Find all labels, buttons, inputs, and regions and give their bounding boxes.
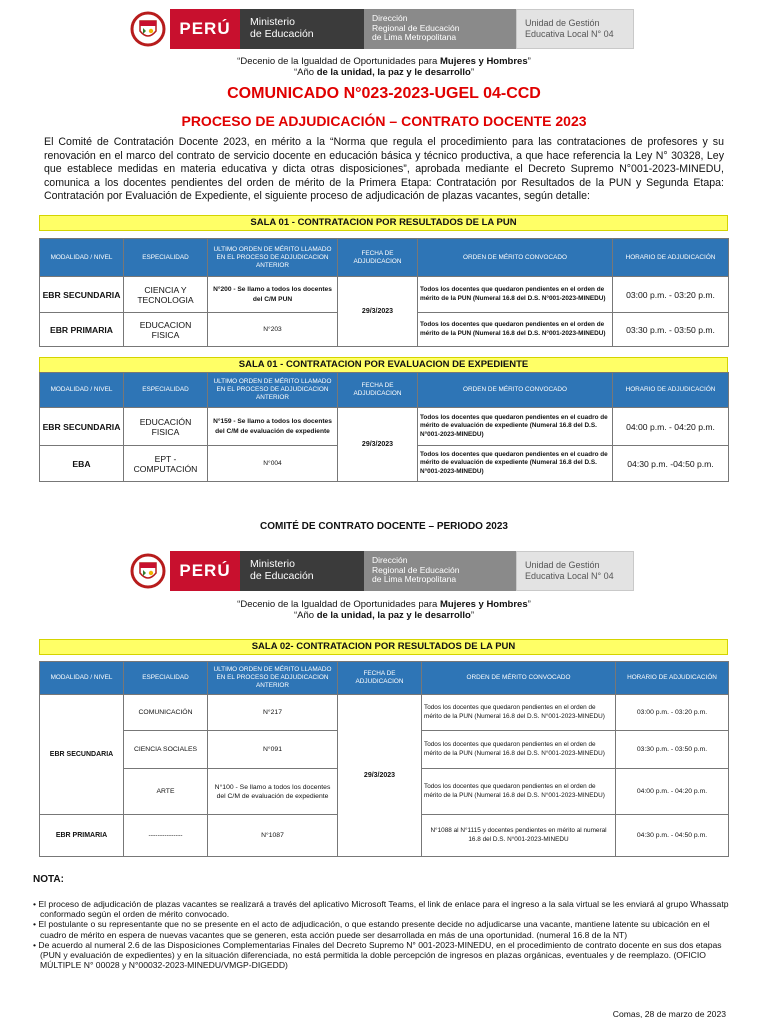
cell-horario: 03:30 p.m. - 03:50 p.m. xyxy=(613,313,729,347)
proceso-title: PROCESO DE ADJUDICACIÓN – CONTRATO DOCENTE 2023 xyxy=(181,113,587,129)
cell-orden: Todos los docentes que quedaron pendientes en el orden de mérito de la PUN (Numeral 16.8 del D.S. N°001-2023-MINEDU) xyxy=(422,695,616,731)
cell-ultimo xyxy=(208,408,338,446)
header-banner xyxy=(126,9,634,49)
header-horario: HORARIO DE ADJUDICACIÓN xyxy=(613,373,729,408)
cell-ultimo-text: N°200 - Se llamo a todos los docentes del C/M PUN xyxy=(213,286,332,303)
peru-shield-icon xyxy=(126,9,170,49)
cell-orden: Todos los docentes que quedaron pendientes en el orden de mérito de la PUN (Numeral 16.8 del D.S. N°001-2023-MINEDU) xyxy=(418,277,613,313)
header-orden: ORDEN DE MÉRITO CONVOCADO xyxy=(418,239,613,277)
direccion-line2: Regional de Educación xyxy=(372,22,460,33)
header-modalidad: MODALIDAD / NIVEL xyxy=(40,239,124,277)
decenio-line1-suffix: ” xyxy=(527,56,531,67)
table-row xyxy=(40,277,729,313)
nota-title: NOTA: xyxy=(33,874,64,885)
direccion-line1: Dirección xyxy=(372,13,408,23)
cell-ultimo xyxy=(208,277,338,313)
peru-shield-icon xyxy=(126,551,170,591)
document-date: Comas, 28 de marzo de 2023 xyxy=(612,1009,726,1019)
cell-horario: 04:30 p.m. - 04:50 p.m. xyxy=(616,815,729,857)
unidad-line1: Unidad de Gestión xyxy=(525,18,600,28)
unidad-line1: Unidad de Gestión xyxy=(525,560,600,570)
cell-orden: Todos los docentes que quedaron pendientes en el orden de mérito de la PUN (Numeral 16.8 del D.S. N°001-2023-MINEDU) xyxy=(422,769,616,815)
decenio-line1-prefix: “Decenio de la Igualdad de Oportunidades para xyxy=(237,599,440,610)
peru-logo-text: PERÚ xyxy=(170,9,240,49)
cell-especialidad: CIENCIA Y TECNOLOGIA xyxy=(124,277,208,313)
cell-especialidad: CIENCIA SOCIALES xyxy=(124,731,208,769)
sala2-table xyxy=(39,661,729,857)
ministerio-line2: de Educación xyxy=(250,28,314,40)
cell-especialidad: COMUNICACIÓN xyxy=(124,695,208,731)
unidad-label xyxy=(516,551,634,591)
header-especialidad: ESPECIALIDAD xyxy=(124,239,208,277)
cell-ultimo: N°004 xyxy=(208,446,338,482)
sala1-table xyxy=(39,238,729,347)
sala2-title: SALA 02- CONTRATACION POR RESULTADOS DE LA PUN xyxy=(39,639,728,655)
decenio-motto xyxy=(0,56,768,78)
header-ultimo: ULTIMO ORDEN DE MÉRITO LLAMADO EN EL PROCESO DE ADJUDICACION ANTERIOR xyxy=(208,662,338,695)
comunicado-title: COMUNICADO N°023-2023-UGEL 04-CCD xyxy=(227,85,541,102)
cell-orden: Todos los docentes que quedaron pendientes en el cuadro de mérito de evaluación de expediente (Numeral 16.8 del D.S. N°001-2023-MINEDU) xyxy=(418,408,613,446)
cell-orden: Todos los docentes que quedaron pendientes en el orden de mérito de la PUN (Numeral 16.8 del D.S. N°001-2023-MINEDU) xyxy=(422,731,616,769)
cell-horario: 04:00 p.m. - 04:20 p.m. xyxy=(616,769,729,815)
intro-paragraph: El Comité de Contratación Docente 2023, en mérito a la “Norma que regula el procedimiento para las contrataciones de profesores y su renovación en el marco del contrato de servicio docente en educación básica y técnico productiva, a que hace referencia la Ley N° 30328, Ley que establece medidas en materia educativa y dicta otras disposiciones”, aprobada mediante el Decreto Supremo N°001-2023-MINEDU, comunica a los docentes pendientes del orden de mérito de la Primera Etapa: Contratación por Resultados de la PUN y Segunda Etapa: Contratación por Evaluación de Expediente, el siguiente proceso de adjudicación de plazas vacantes, según detalle: xyxy=(44,136,724,203)
header-orden: ORDEN DE MÉRITO CONVOCADO xyxy=(422,662,616,695)
cell-especialidad: EDUCACIÓN FISICA xyxy=(124,408,208,446)
ministerio-line1: Ministerio xyxy=(250,16,295,28)
header-ultimo: ULTIMO ORDEN DE MÉRITO LLAMADO EN EL PROCESO DE ADJUDICACION ANTERIOR xyxy=(208,373,338,408)
cell-orden: N°1088 al N°1115 y docentes pendientes en mérito al numeral 16.8 del D.S. N°001-2023-MINEDU xyxy=(422,815,616,857)
notes-list xyxy=(33,899,733,970)
header-fecha: FECHA DE ADJUDICACION xyxy=(338,373,418,408)
cell-fecha: 29/3/2023 xyxy=(338,277,418,347)
ministerio-label xyxy=(240,551,364,591)
cell-fecha: 29/3/2023 xyxy=(338,408,418,482)
cell-ultimo-text: N°159 - Se llamo a todos los docentes del C/M de evaluación de expediente xyxy=(213,418,332,435)
header-modalidad: MODALIDAD / NIVEL xyxy=(40,373,124,408)
header-horario: HORARIO DE ADJUDICACIÓN xyxy=(613,239,729,277)
cell-horario: 04:30 p.m. -04:50 p.m. xyxy=(613,446,729,482)
cell-modalidad: EBR SECUNDARIA xyxy=(40,695,124,815)
cell-modalidad: EBR SECUNDARIA xyxy=(40,277,124,313)
list-item: • El postulante o su representante que no se presente en el acto de adjudicación, o que estando presente decide no adjudicarse una vacante, mantiene latente su ubicación en el cuadro de mérito en espera de nuevas vacantes que se generen, esta acción puede ser desarrollada en más de una oportunidad. (numeral 16.8 de la NT) xyxy=(33,919,710,940)
header-horario: HORARIO DE ADJUDICACIÓN xyxy=(616,662,729,695)
cell-horario: 04:00 p.m. - 04:20 p.m. xyxy=(613,408,729,446)
list-item: • De acuerdo al numeral 2.6 de las Disposiciones Complementarias Finales del Decreto Supremo N° 001-2023-MINEDU, en el procedimiento de contrato docente en sus dos etapas (PUN y evaluación de expedientes) y en la situación diferenciada, no está permitida la doble percepción de ingresos en plazas orgánicas, eventuales y de reemplazo. (OFICIO MÚLTIPLE N° 00028 y N°00032-2023-MINEDU/VMGP-DIGEDD) xyxy=(33,939,722,971)
decenio-line1-bold: Mujeres y Hombres xyxy=(439,56,528,67)
header-fecha: FECHA DE ADJUDICACION xyxy=(338,239,418,277)
ministerio-line1: Ministerio xyxy=(250,558,295,570)
decenio-line2-suffix: ” xyxy=(470,610,475,621)
header-ultimo: ULTIMO ORDEN DE MÉRITO LLAMADO EN EL PROCESO DE ADJUDICACION ANTERIOR xyxy=(208,239,338,277)
cell-ultimo: N°100 - Se llamo a todos los docentes del C/M de evaluación de expediente xyxy=(208,769,338,815)
cell-fecha: 29/3/2023 xyxy=(338,695,422,857)
cell-modalidad: EBR PRIMARIA xyxy=(40,313,124,347)
cell-ultimo: N°217 xyxy=(208,695,338,731)
cell-horario: 03:00 p.m. - 03:20 p.m. xyxy=(616,695,729,731)
sala1-title: SALA 01 - CONTRATACION POR RESULTADOS DE LA PUN xyxy=(39,215,728,231)
decenio-line2-prefix: “Año xyxy=(293,610,317,621)
table-header-row xyxy=(40,662,729,695)
unidad-line2: Educativa Local N° 04 xyxy=(525,571,614,581)
cell-horario: 03:00 p.m. - 03:20 p.m. xyxy=(613,277,729,313)
table-row xyxy=(40,695,729,731)
unidad-line2: Educativa Local N° 04 xyxy=(525,29,614,39)
decenio-line2-prefix: “Año xyxy=(293,67,317,78)
table-header-row xyxy=(40,373,729,408)
ministerio-line2: de Educación xyxy=(250,570,314,582)
list-item: • El proceso de adjudicación de plazas vacantes se realizará a través del aplicativo Microsoft Teams, el link de enlace para el ingreso a la sala virtual se les enviará al grupo Whassatp conformado según el orden de mérito convocado. xyxy=(33,899,729,920)
cell-especialidad: EPT - COMPUTACIÓN xyxy=(124,446,208,482)
direccion-line1: Dirección xyxy=(372,555,408,565)
cell-ultimo: N°203 xyxy=(208,313,338,347)
decenio-motto-2 xyxy=(0,599,768,621)
cell-orden: Todos los docentes que quedaron pendientes en el orden de mérito de la PUN (Numeral 16.8 del D.S. N°001-2023-MINEDU) xyxy=(418,313,613,347)
cell-ultimo: N°091 xyxy=(208,731,338,769)
peru-logo-text: PERÚ xyxy=(170,551,240,591)
cell-modalidad: EBR SECUNDARIA xyxy=(40,408,124,446)
decenio-line1-bold: Mujeres y Hombres xyxy=(439,599,528,610)
decenio-line2-suffix: ” xyxy=(470,67,475,78)
decenio-line2-bold: de la unidad, la paz y le desarrollo xyxy=(316,610,471,621)
direccion-line2: Regional de Educación xyxy=(372,564,460,575)
header-fecha: FECHA DE ADJUDICACION xyxy=(338,662,422,695)
cell-especialidad: ARTE xyxy=(124,769,208,815)
direccion-label xyxy=(364,551,516,591)
cell-especialidad: EDUCACION FISICA xyxy=(124,313,208,347)
sala1b-table xyxy=(39,372,729,482)
direccion-label xyxy=(364,9,516,49)
direccion-line3: de Lima Metropolitana xyxy=(372,574,457,584)
header-banner-2 xyxy=(126,551,634,591)
cell-especialidad: --------------- xyxy=(124,815,208,857)
header-especialidad: ESPECIALIDAD xyxy=(124,662,208,695)
header-especialidad: ESPECIALIDAD xyxy=(124,373,208,408)
cell-modalidad: EBR PRIMARIA xyxy=(40,815,124,857)
header-modalidad: MODALIDAD / NIVEL xyxy=(40,662,124,695)
cell-ultimo: N°1087 xyxy=(208,815,338,857)
table-row xyxy=(40,408,729,446)
decenio-line2-bold: de la unidad, la paz y le desarrollo xyxy=(316,67,471,78)
header-orden: ORDEN DE MÉRITO CONVOCADO xyxy=(418,373,613,408)
cell-modalidad: EBA xyxy=(40,446,124,482)
direccion-line3: de Lima Metropolitana xyxy=(372,32,457,42)
cell-orden: Todos los docentes que quedaron pendientes en el cuadro de mérito de evaluación de expediente (Numeral 16.8 del D.S. N°001-2023-MINEDU) xyxy=(418,446,613,482)
ministerio-label xyxy=(240,9,364,49)
sala1b-title: SALA 01 - CONTRATACION POR EVALUACION DE EXPEDIENTE xyxy=(39,357,728,373)
decenio-line1-prefix: “Decenio de la Igualdad de Oportunidades para xyxy=(237,56,440,67)
cell-horario: 03:30 p.m. - 03:50 p.m. xyxy=(616,731,729,769)
decenio-line1-suffix: ” xyxy=(527,599,531,610)
table-header-row xyxy=(40,239,729,277)
unidad-label xyxy=(516,9,634,49)
comite-title: COMITÉ DE CONTRATO DOCENTE – PERIODO 2023 xyxy=(259,521,508,532)
